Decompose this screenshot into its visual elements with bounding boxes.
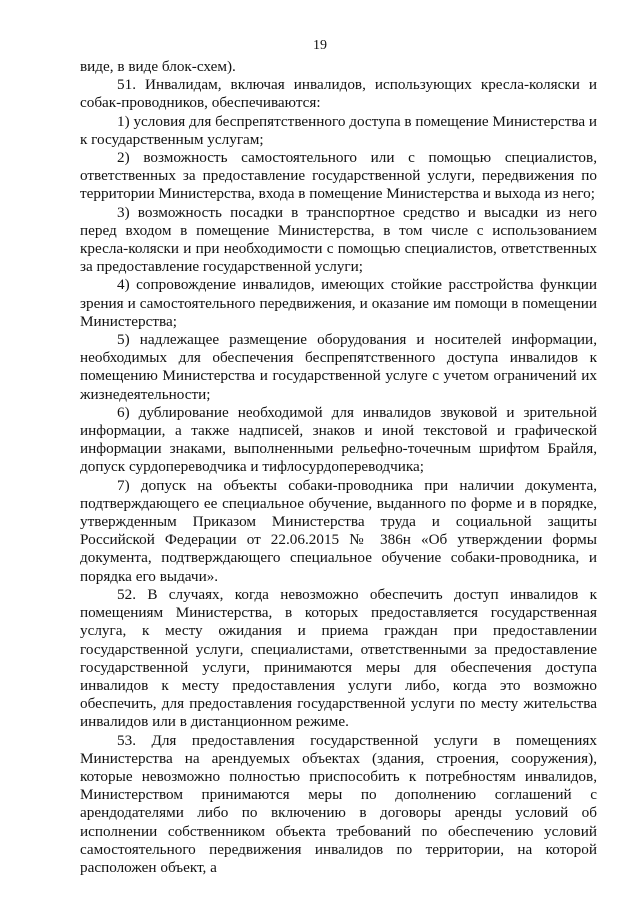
paragraph-item-53: 53. Для предоставления государственной услуги в помещениях Министерства на арендуемых объектах (здания, строения, сооружения), которые невозможно полностью приспособить к потребностям инвалидов, Министерством принимаются меры по дополнению соглашений с арендодателями либо по включению в договоры аренды условий об исполнении собственником объекта требований по обеспечению условий самостоятельного передвижения инвалидов по территории, на которой расположен объект, а [80,731,597,876]
paragraph-item-52: 52. В случаях, когда невозможно обеспечить доступ инвалидов к помещениям Министерства, в которых предоставляется государственная услуга, к месту ожидания и приема граждан при предоставлении государственной услуги, специалистами, ответственными за предоставление государственной услуги, принимаются меры для обеспечения доступа инвалидов к месту предоставления услуги либо, когда это возможно обеспечить, для предоставления государственной услуги по месту жительства инвалидов или в дистанционном режиме. [80,585,597,731]
paragraph-item-51: 51. Инвалидам, включая инвалидов, использующих кресла-коляски и собак-проводников, обеспечиваются: [80,76,597,112]
paragraph-subitem-5: 5) надлежащее размещение оборудования и носителей информации, необходимых для обеспечения беспрепятственного доступа инвалидов к помещению Министерства и государственной услуге с учетом ограничений их жизнедеятельности; [80,331,597,403]
body-text [80,58,597,877]
paragraph-subitem-4: 4) сопровождение инвалидов, имеющих стойкие расстройства функции зрения и самостоятельного передвижения, и оказание им помощи в помещении Министерства; [80,276,597,330]
paragraph-subitem-2: 2) возможность самостоятельного или с помощью специалистов, ответственных за предоставление государственной услуги, передвижения по территории Министерства, входа в помещение Министерства и выхода из него; [80,149,597,203]
page-number: 19 [313,38,327,53]
paragraph-continuation: виде, в виде блок-схем). [80,58,236,75]
paragraph-subitem-7: 7) допуск на объекты собаки-проводника при наличии документа, подтверждающего ее специальное обучение, выданного по форме и в порядке, утвержденным Приказом Министерства труда и социальной защиты Российской Федерации от 22.06.2015 № 386н «Об утверждении формы документа, подтверждающего специальное обучение собаки-проводника, и порядка его выдачи». [80,476,597,585]
paragraph-subitem-3: 3) возможность посадки в транспортное средство и высадки из него перед входом в помещение Министерства, в том числе с использованием кресла-коляски и при необходимости с помощью специалистов, ответственных за предоставление государственной услуги; [80,203,597,276]
paragraph-subitem-1: 1) условия для беспрепятственного доступа в помещение Министерства и к государственным услугам; [80,112,597,148]
paragraph-subitem-6: 6) дублирование необходимой для инвалидов звуковой и зрительной информации, а также надписей, знаков и иной текстовой и графической информации знаками, выполненными рельефно-точечным шрифтом Брайля, допуск сурдопереводчика и тифлосурдопереводчика; [80,403,597,476]
